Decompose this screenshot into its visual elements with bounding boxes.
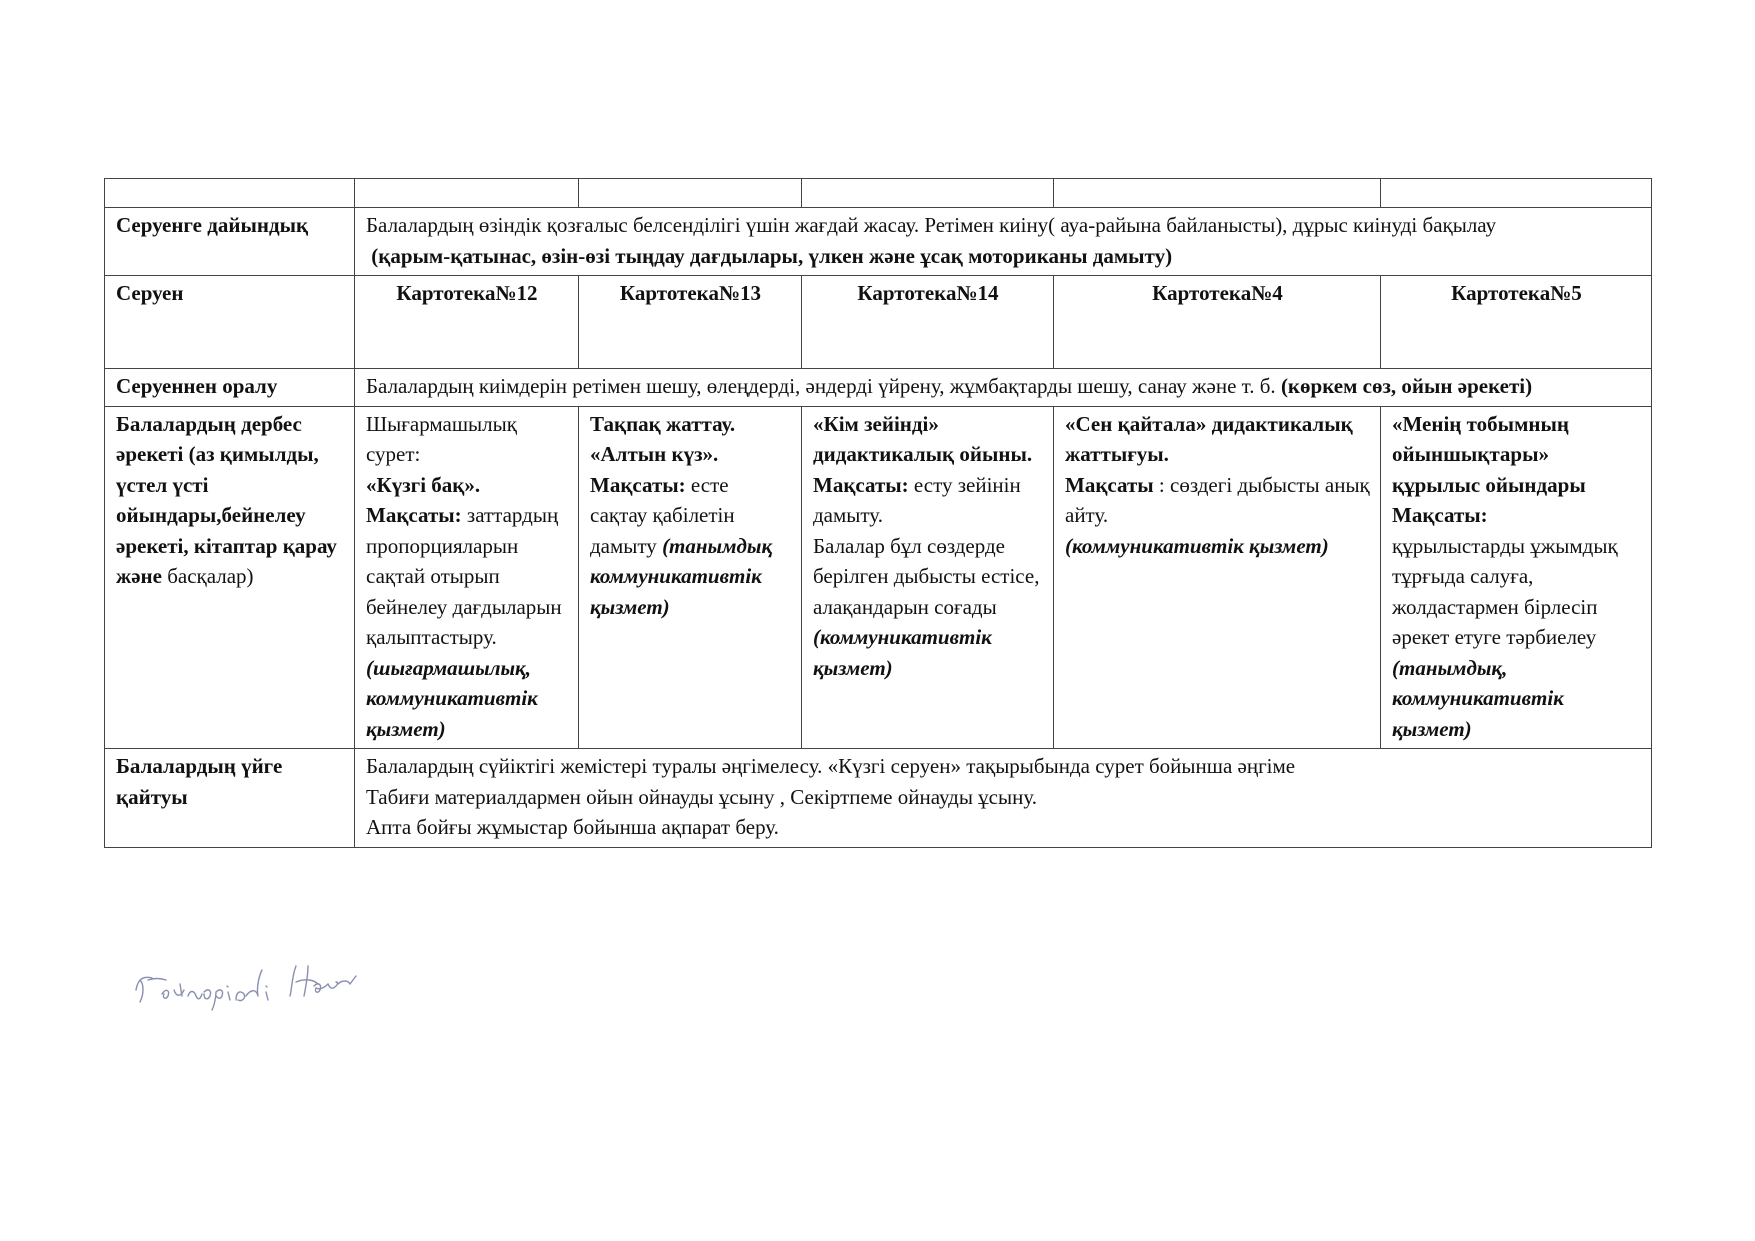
col2-goal: есте сақтау қабілетін дамыту — [590, 472, 735, 558]
preparation-note: (қарым-қатынас, өзін-өзі тыңдау дағдылары, үлкен және ұсақ моториканы дамыту) — [371, 243, 1173, 268]
independent-col-2 — [579, 406, 802, 749]
col1-goal-label: Мақсаты: — [366, 503, 462, 527]
row-label-going-home: Балалардың үйге қайтуы — [105, 749, 355, 848]
col1-goal: заттардың пропорцияларын сақтай отырып бейнелеу дағдыларын қалыптастыру. — [366, 503, 562, 649]
header-cell — [1381, 179, 1652, 208]
row-label-independent — [105, 406, 355, 749]
col1-title: «Күзгі бақ». — [366, 472, 481, 497]
col3-title: «Кім зейінді» дидактикалық ойыны. — [813, 411, 1033, 466]
header-cell — [105, 179, 355, 208]
col5-goal: құрылыстарды ұжымдық тұрғыда салуға, жолдастармен бірлесіп әрекет етуге тәрбиелеу — [1392, 533, 1618, 649]
col3-goal-label: Мақсаты: — [813, 472, 909, 497]
walk-card-4: Картотека№4 — [1054, 276, 1381, 369]
row-label-preparation: Серуенге дайындық — [105, 208, 355, 276]
row-label-walk: Серуен — [105, 276, 355, 369]
signature-icon — [130, 960, 390, 1020]
row-return — [105, 369, 1652, 407]
col2-goal-label: Мақсаты: — [590, 472, 686, 497]
daily-plan-table — [104, 178, 1652, 848]
walk-card-5: Картотека№5 — [1381, 276, 1652, 369]
header-cell — [355, 179, 579, 208]
row-independent — [105, 406, 1652, 749]
return-content — [355, 369, 1652, 407]
walk-card-2: Картотека№13 — [579, 276, 802, 369]
going-home-line-3: Апта бойғы жұмыстар бойынша ақпарат беру. — [366, 815, 779, 839]
row-preparation — [105, 208, 1652, 276]
plan-table-container — [104, 178, 1651, 848]
header-cell — [802, 179, 1054, 208]
col3-note: (коммуникативтік қызмет) — [813, 625, 992, 680]
walk-card-1: Картотека№12 — [355, 276, 579, 369]
going-home-content — [355, 749, 1652, 848]
independent-label: Балалардың дербес әрекеті (аз қимылды, үстел үсті ойындары,бейнелеу әрекеті, кітаптар қарау және — [116, 411, 337, 588]
going-home-line-2: Табиғи материалдармен ойын ойнауды ұсыну , Секіртпеме ойнауды ұсыну. — [366, 784, 1037, 809]
col1-intro: Шығармашылық сурет: — [366, 411, 517, 466]
preparation-text: Балалардың өзіндік қозғалыс белсенділігі үшін жағдай жасау. Ретімен киіну( ауа-райына байланысты), дұрыс киінуді бақылау — [366, 213, 1497, 237]
independent-col-3 — [802, 406, 1054, 749]
independent-col-1 — [355, 406, 579, 749]
return-note: (көркем сөз, ойын әрекеті) — [1280, 374, 1533, 398]
row-label-return: Серуеннен оралу — [105, 369, 355, 407]
col3-extra: Балалар бұл сөздерде берілген дыбысты естісе, алақандарын соғады — [813, 533, 1040, 619]
header-cell — [579, 179, 802, 208]
col4-goal: : сөздегі дыбысты анық айту. — [1065, 472, 1370, 527]
col4-note: (коммуникативтік қызмет) — [1065, 533, 1329, 558]
preparation-content — [355, 208, 1652, 276]
col2-title: Тақпақ жаттау. «Алтын күз». — [590, 411, 736, 466]
col4-title: «Сен қайтала» дидактикалық жаттығуы. — [1065, 411, 1353, 466]
independent-col-5 — [1381, 406, 1652, 749]
col3-goal: есту зейінін дамыту. — [813, 472, 1021, 527]
header-row — [105, 179, 1652, 208]
col2-note: (танымдық коммуникативтік қызмет) — [590, 533, 773, 619]
col5-goal-label: Мақсаты: — [1392, 503, 1488, 527]
return-text: Балалардың киімдерін ретімен шешу, өлеңдерді, әндерді үйрену, жұмбақтарды шешу, санау және т. б. — [366, 374, 1276, 398]
row-going-home — [105, 749, 1652, 848]
col5-note: (танымдық, коммуникативтік қызмет) — [1392, 655, 1564, 741]
col5-title: «Менің тобымның ойыншықтары» құрылыс ойындары — [1392, 411, 1586, 497]
header-cell — [1054, 179, 1381, 208]
col1-note: (шығармашылық, коммуникативтік қызмет) — [366, 655, 538, 741]
col4-goal-label: Мақсаты — [1065, 472, 1154, 497]
handwritten-signature — [130, 960, 390, 1020]
walk-card-3: Картотека№14 — [802, 276, 1054, 369]
independent-label-tail: басқалар) — [167, 564, 254, 588]
going-home-line-1: Балалардың сүйіктігі жемістері туралы әңгімелесу. «Күзгі серуен» тақырыбында сурет бойынша әңгіме — [366, 754, 1296, 778]
row-walk — [105, 276, 1652, 369]
independent-col-4 — [1054, 406, 1381, 749]
